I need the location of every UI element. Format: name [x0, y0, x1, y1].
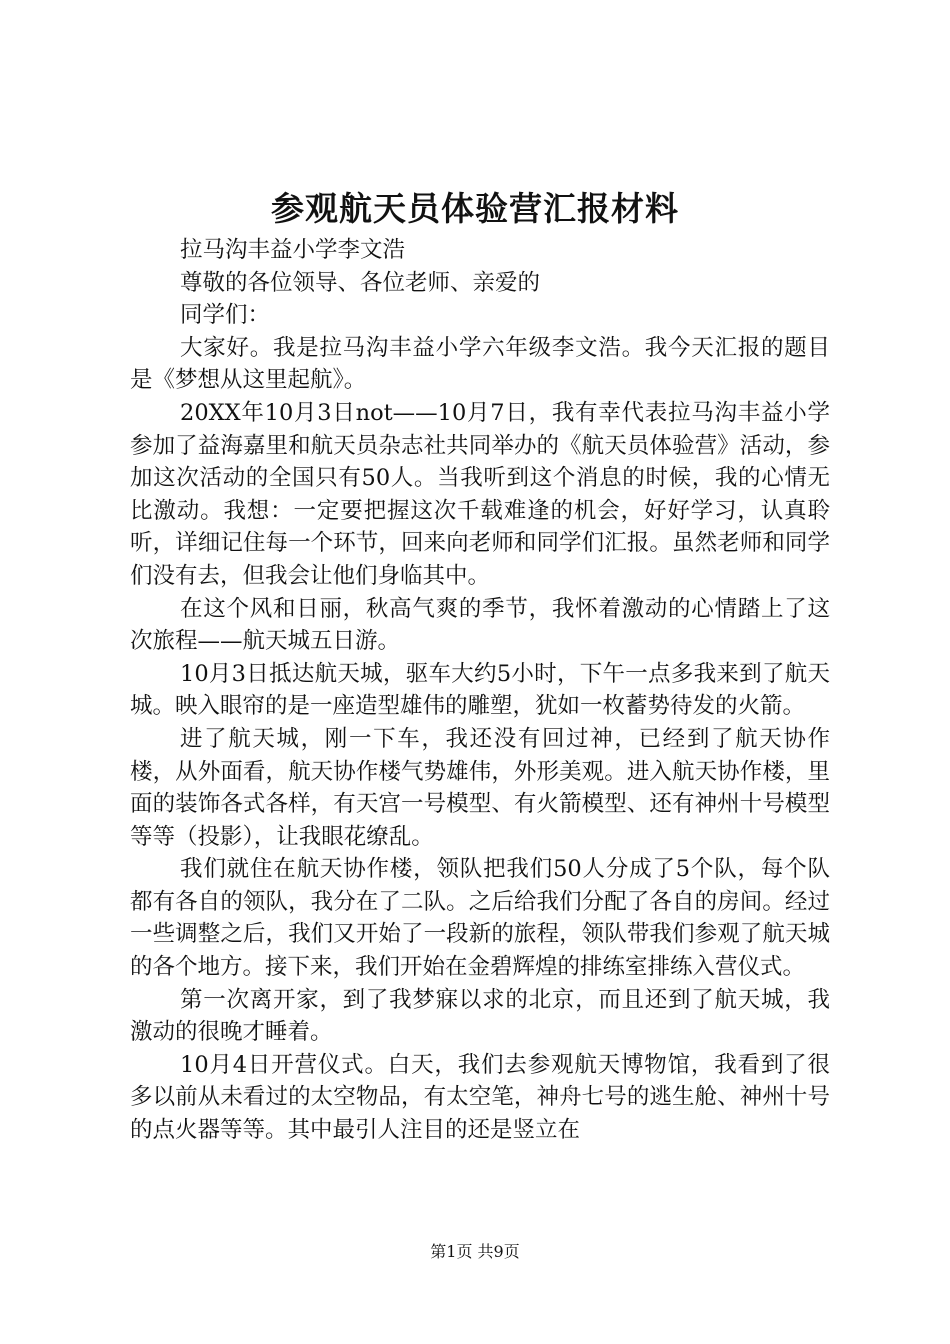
- document-body: [130, 234, 830, 1147]
- page-number-footer: 第1页 共9页: [430, 1242, 520, 1261]
- paragraph: 进了航天城，刚一下车，我还没有回过神，已经到了航天协作楼，从外面看，航天协作楼气势雄伟，外形美观。进入航天协作楼，里面的装饰各式各样，有天宫一号模型、有火箭模型、还有神州十号模型等等（投影），让我眼花缭乱。: [130, 725, 830, 850]
- document-title: 参观航天员体验营汇报材料: [271, 189, 679, 228]
- salutation-line-continued: 同学们：: [180, 302, 271, 329]
- salutation-line: 尊敬的各位领导、各位老师、亲爱的: [180, 269, 541, 296]
- author-line: 拉马沟丰益小学李文浩: [180, 237, 406, 263]
- paragraph: 大家好。我是拉马沟丰益小学六年级李文浩。我今天汇报的题目是《梦想从这里起航》。: [130, 334, 830, 394]
- paragraph: 我们就住在航天协作楼，领队把我们50人分成了5个队，每个队都有各自的领队，我分在了二队。之后给我们分配了各自的房间。经过一些调整之后，我们又开始了一段新的旅程，领队带我们参观了航天城的各个地方。接下来，我们开始在金碧辉煌的排练室排练入营仪式。: [130, 856, 830, 981]
- paragraph: 20XX年10月3日not——10月7日，我有幸代表拉马沟丰益小学参加了益海嘉里和航天员杂志社共同举办的《航天员体验营》活动，参加这次活动的全国只有50人。当我听到这个消息的时候，我的心情无比激动。我想：一定要把握这次千载难逢的机会，好好学习，认真聆听，详细记住每一个环节，回来向老师和同学们汇报。虽然老师和同学们没有去，但我会让他们身临其中。: [130, 399, 830, 589]
- paragraph: 10月4日开营仪式。白天，我们去参观航天博物馆，我看到了很多以前从未看过的太空物品，有太空笔，神舟七号的逃生舱、神州十号的点火器等等。其中最引人注目的还是竖立在: [130, 1051, 830, 1144]
- paragraph: 10月3日抵达航天城，驱车大约5小时，下午一点多我来到了航天城。映入眼帘的是一座造型雄伟的雕塑，犹如一枚蓄势待发的火箭。: [130, 660, 830, 720]
- paragraph: 在这个风和日丽，秋高气爽的季节，我怀着激动的心情踏上了这次旅程——航天城五日游。: [130, 595, 830, 655]
- paragraph: 第一次离开家，到了我梦寐以求的北京，而且还到了航天城，我激动的很晚才睡着。: [130, 986, 830, 1046]
